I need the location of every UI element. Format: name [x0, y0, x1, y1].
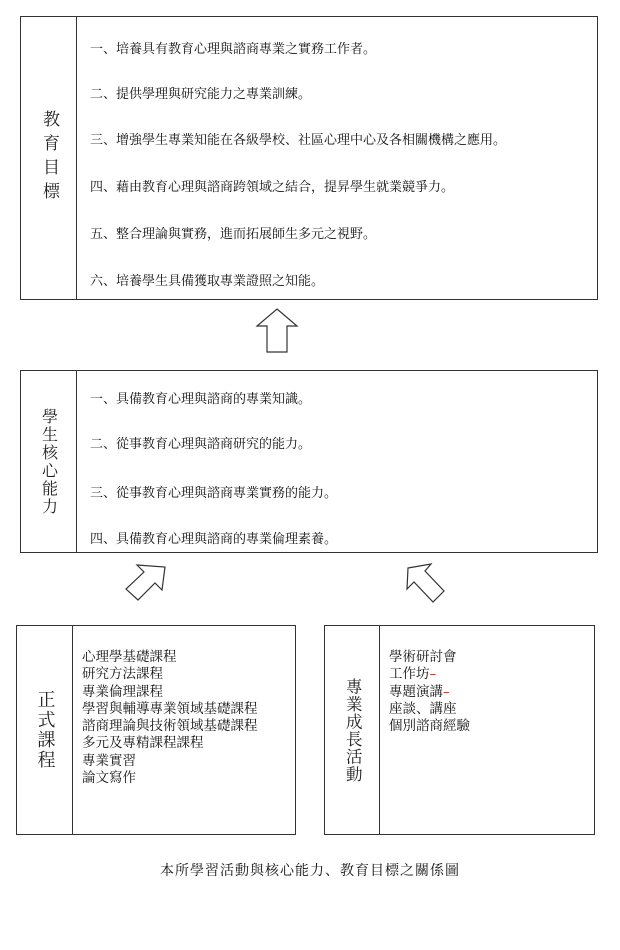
professional-activity-item: 個別諮商經驗 — [389, 718, 470, 735]
core-competency-item: 四、具備教育心理與諮商的專業倫理素養。 — [90, 532, 338, 547]
professional-activity-item: 專題演講– — [389, 683, 450, 700]
arrow-up-right-icon — [126, 565, 165, 600]
education-goal-item: 五、整合理論與實務，進而拓展師生多元之視野。 — [90, 227, 377, 242]
diagram-caption: 本所學習活動與核心能力、教育目標之關係圖 — [160, 863, 460, 879]
formal-course-item: 研究方法課程 — [82, 666, 163, 683]
professional-activity-item: 座談、講座 — [389, 700, 457, 717]
core-competency-item: 二、從事教育心理與諮商研究的能力。 — [90, 437, 312, 452]
core-competency-item: 三、從事教育心理與諮商專業實務的能力。 — [90, 486, 338, 501]
formal-course-item: 諮商理論與技術領域基礎課程 — [82, 718, 258, 735]
education-goal-item: 六、培養學生具備獲取專業證照之知能。 — [90, 274, 325, 289]
arrow-up-icon — [257, 309, 297, 352]
education-goal-item: 四、藉由教育心理與諮商跨領域之結合，提昇學生就業競爭力。 — [90, 180, 455, 195]
core-competencies-label: 學生核心能力 — [39, 407, 59, 516]
formal-course-item: 專業倫理課程 — [82, 683, 163, 700]
core-competency-item: 一、具備教育心理與諮商的專業知識。 — [90, 392, 312, 407]
formal-course-item: 心理學基礎課程 — [82, 649, 177, 665]
formal-course-item: 專業實習 — [82, 752, 136, 769]
education-goal-item: 一、培養具有教育心理與諮商專業之實務工作者。 — [90, 42, 377, 57]
formal-course-item: 多元及專精課程課程 — [82, 735, 204, 752]
professional-activities-label: 專業成長活動 — [343, 677, 363, 783]
education-goal-item: 二、提供學理與研究能力之專業訓練。 — [90, 87, 312, 102]
education-goal-item: 三、增強學生專業知能在各級學校、社區心理中心及各相關機構之應用。 — [90, 133, 507, 148]
formal-course-item: 學習與輔導專業領域基礎課程 — [82, 700, 258, 717]
formal-courses-label: 正式課程 — [34, 690, 56, 770]
formal-course-item: 論文寫作 — [82, 770, 136, 787]
professional-activity-item: 學術研討會 — [389, 649, 457, 665]
education-goals-label: 教育目標 — [39, 110, 59, 206]
arrow-up-left-icon — [407, 564, 444, 602]
professional-activity-item: 工作坊– — [389, 666, 437, 683]
